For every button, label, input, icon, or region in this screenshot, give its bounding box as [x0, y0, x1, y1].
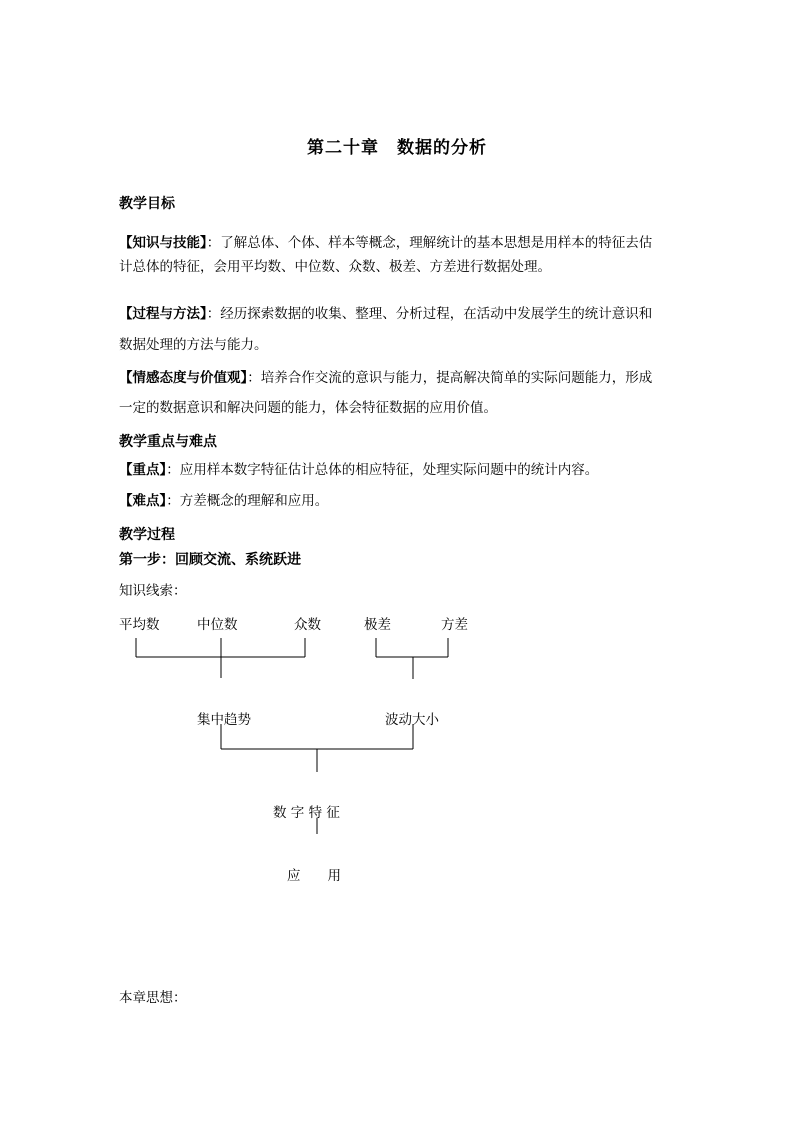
goal-knowledge-line2: 计总体的特征，会用平均数、中位数、众数、极差、方差进行数据处理。 [119, 259, 551, 275]
goal-emotion-tag: 【情感态度与价值观】 [119, 370, 248, 386]
goal-emotion-line2: 一定的数据意识和解决问题的能力，体会特征数据的应用价值。 [119, 400, 497, 416]
step1-heading: 第一步：回顾交流、系统跃进 [119, 552, 301, 568]
key-point-text: ：应用样本数字特征估计总体的相应特征，处理实际问题中的统计内容。 [166, 462, 599, 478]
goals-heading: 教学目标 [119, 196, 175, 212]
node-fluctuation: 波动大小 [385, 712, 439, 728]
goal-knowledge-tag: 【知识与技能】 [119, 235, 207, 251]
node-variance: 方差 [441, 617, 468, 633]
goal-process-text: ：经历探索数据的收集、整理、分析过程，在活动中发展学生的统计意识和 [206, 306, 653, 322]
key-heading: 教学重点与难点 [119, 434, 217, 450]
goal-process-tag: 【过程与方法】 [119, 306, 207, 322]
node-mean: 平均数 [119, 617, 160, 633]
chapter-thoughts-label: 本章思想： [119, 990, 187, 1006]
goal-process-line2: 数据处理的方法与能力。 [119, 337, 268, 353]
knowledge-label: 知识线索： [119, 583, 187, 599]
key-point-tag: 【重点】 [119, 462, 167, 478]
node-application: 应 用 [287, 868, 341, 884]
node-numeric-features: 数 字 特 征 [273, 805, 340, 821]
difficult-point-tag: 【难点】 [119, 493, 167, 509]
page-title: 第二十章 数据的分析 [307, 138, 487, 158]
difficult-point-text: ：方差概念的理解和应用。 [166, 493, 329, 509]
goal-emotion-text: ：培养合作交流的意识与能力，提高解决简单的实际问题能力，形成 [247, 370, 653, 386]
node-range: 极差 [364, 617, 391, 633]
process-heading: 教学过程 [119, 527, 175, 543]
node-central-tendency: 集中趋势 [197, 712, 251, 728]
goal-knowledge-text: ：了解总体、个体、样本等概念，理解统计的基本思想是用样本的特征去估 [206, 235, 653, 251]
node-mode: 众数 [294, 617, 321, 633]
node-median: 中位数 [197, 617, 238, 633]
